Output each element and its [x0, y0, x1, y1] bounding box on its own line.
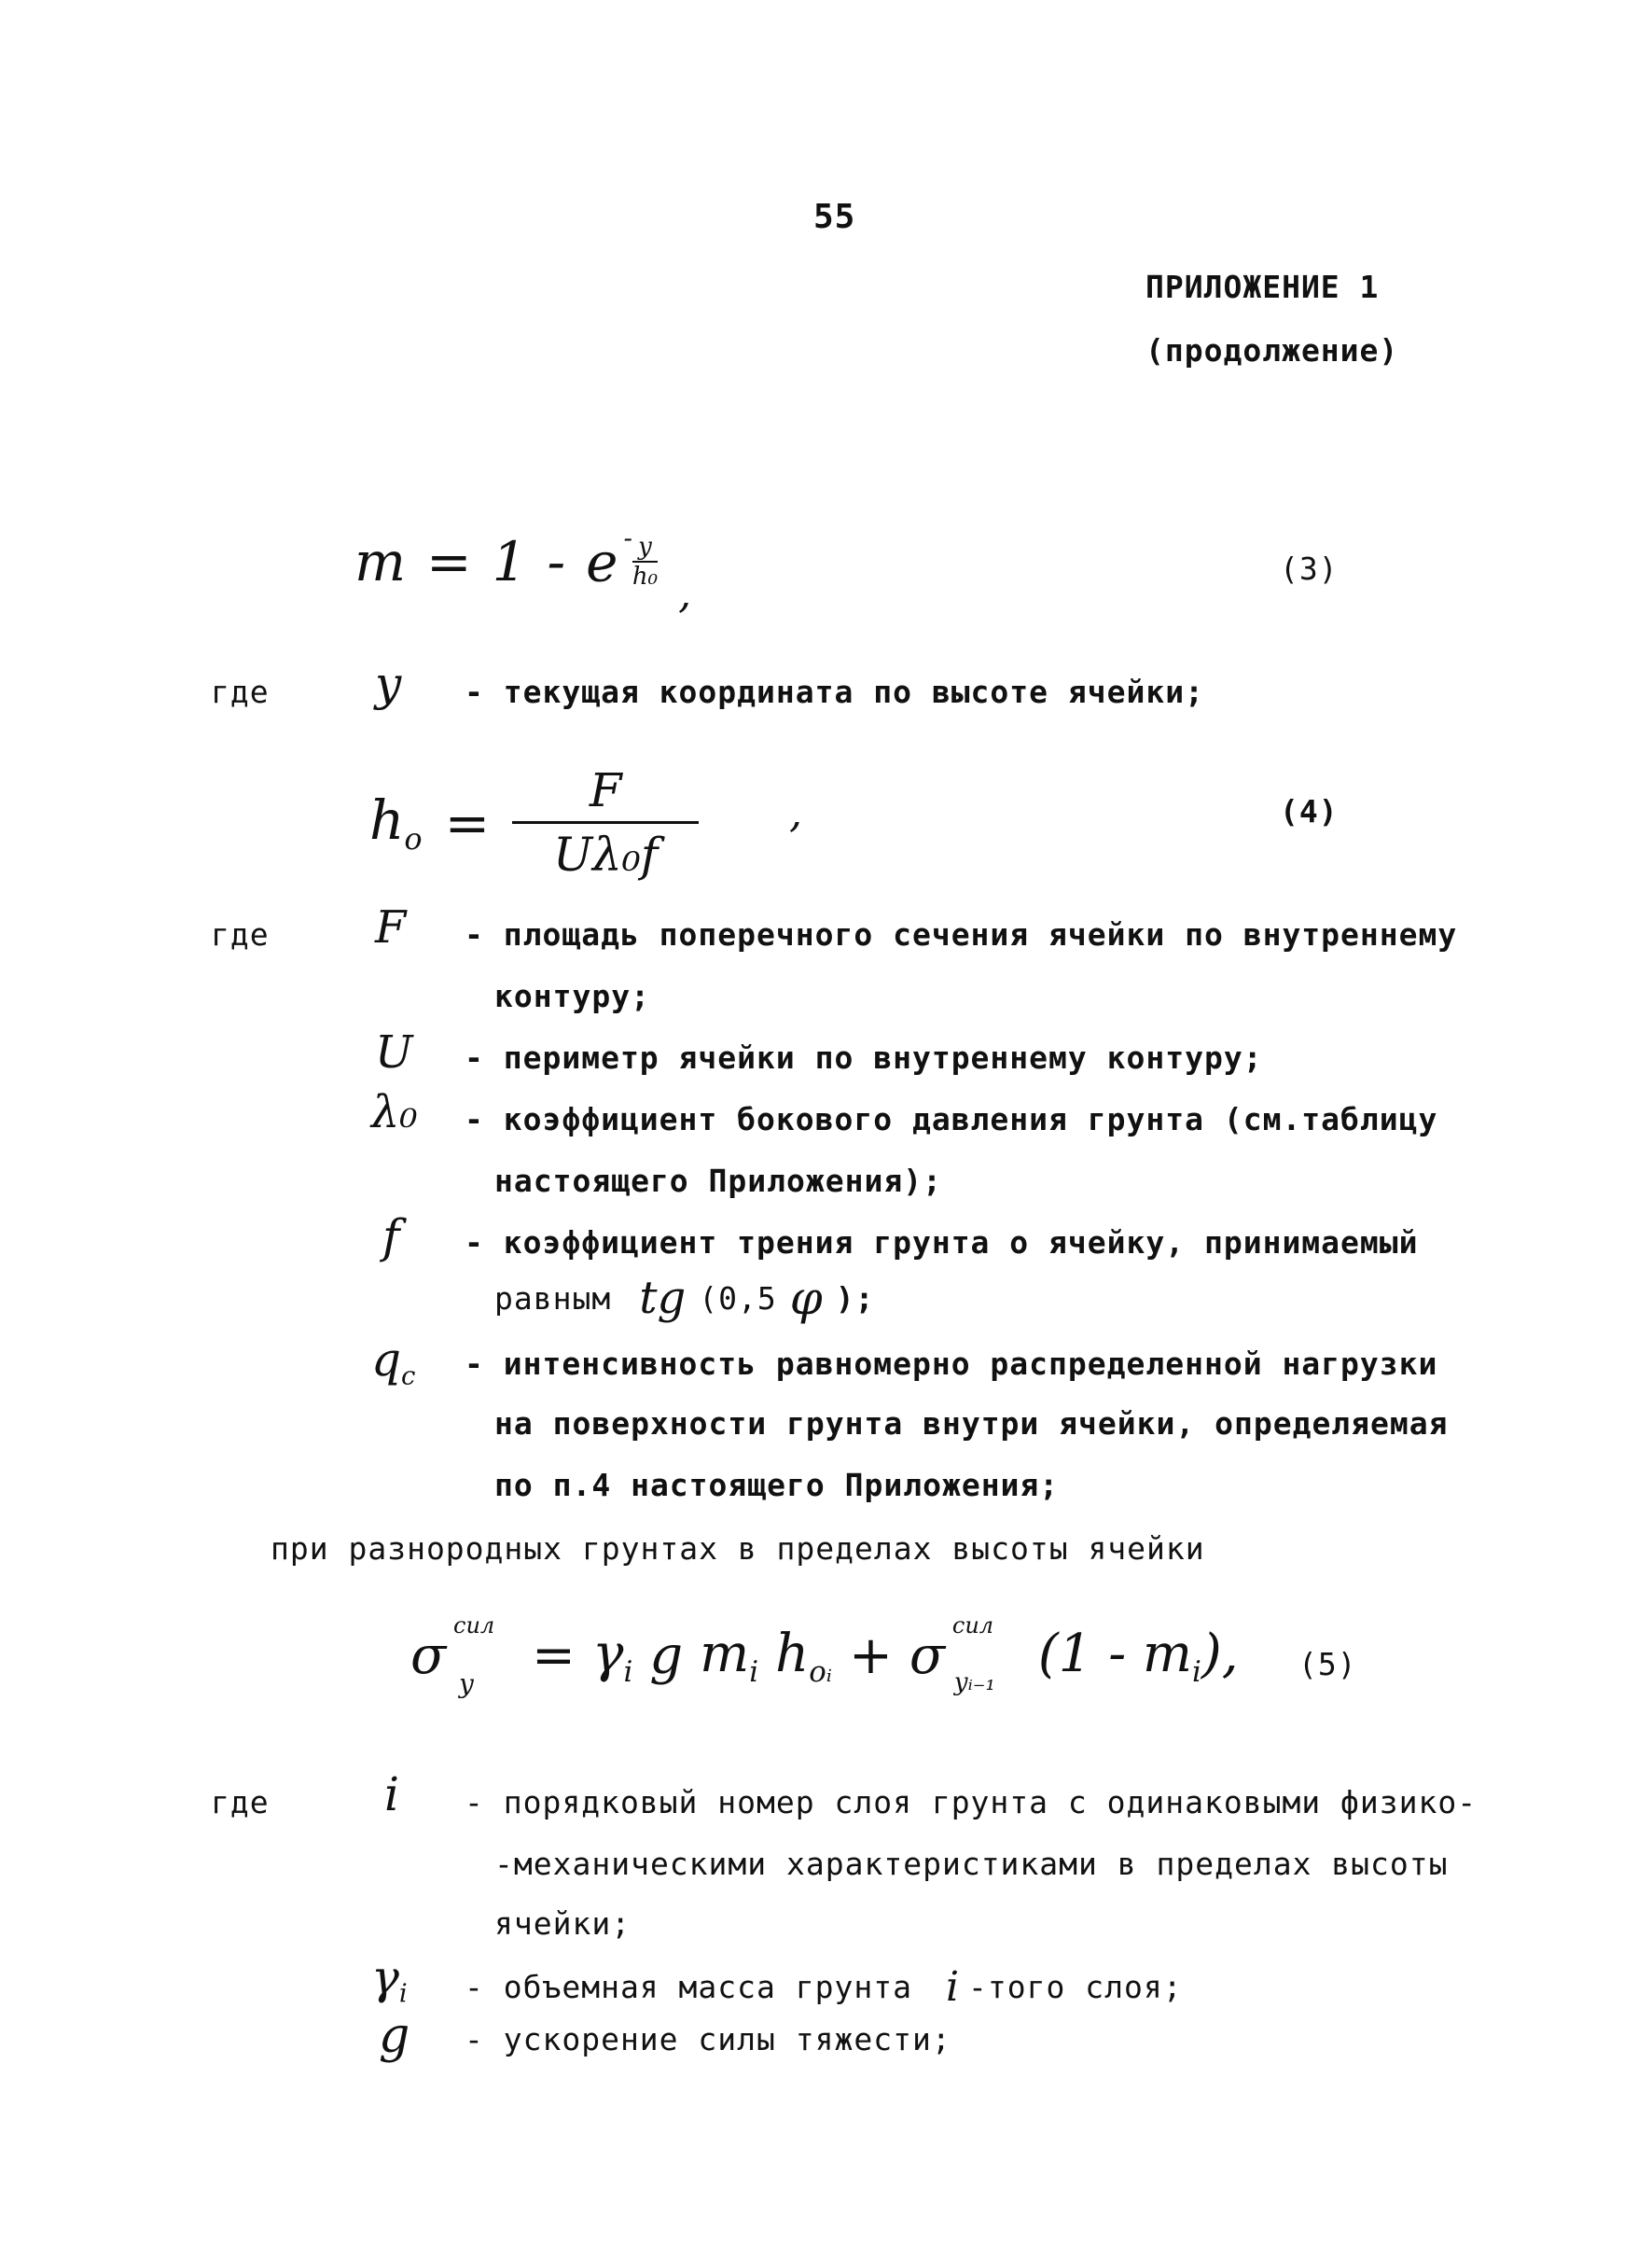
definition-i-line-2: -механическими характеристиками в пределах высоты: [494, 1846, 1449, 1882]
definition-i-line-3: ячейки;: [494, 1905, 632, 1942]
definition-gamma: [465, 1963, 1183, 2011]
symbol-f: f: [382, 1209, 400, 1263]
formula-3-one: 1: [492, 530, 527, 594]
symbol-lambda0: λ₀: [371, 1086, 418, 1138]
symbol-qc: $q_c$: [371, 1332, 416, 1391]
definition-gamma-b: -того слоя;: [968, 1969, 1183, 2005]
appendix-continuation: (продолжение): [1145, 332, 1399, 369]
symbol-F: F: [375, 901, 407, 954]
formula-4-numerator: F: [589, 763, 622, 817]
formula-5-h: $h_{oᵢ}$: [775, 1624, 832, 1689]
formula-3-exp: [586, 523, 658, 593]
formula-3-base: e: [586, 530, 618, 594]
appendix-title: ПРИЛОЖЕНИЕ 1: [1145, 269, 1380, 305]
formula-5-eq: =: [532, 1625, 576, 1687]
friction-open: (0,5: [699, 1279, 777, 1317]
where-label-2: где: [211, 916, 270, 953]
formula-3-exp-sign: -: [623, 523, 632, 553]
symbol-U: U: [375, 1026, 413, 1079]
formula-4-comma: ,: [789, 789, 802, 837]
formula-5-number: (5): [1298, 1646, 1357, 1682]
definition-F-line-2: контуру;: [494, 978, 650, 1014]
friction-prefix: равным: [494, 1279, 612, 1317]
formula-3-exp-den: h₀: [632, 562, 659, 591]
fraction-bar: [512, 821, 699, 824]
definition-y: - текущая координата по высоте ячейки;: [465, 674, 1204, 710]
inline-i-symbol: i: [945, 1963, 960, 2011]
formula-3-eq: =: [426, 530, 472, 594]
definition-gamma-a: - объемная масса грунта: [465, 1969, 912, 2005]
hetero-soils-text: при разнородных грунтах в пределах высоты ячейки: [271, 1530, 1205, 1567]
where-label-1: где: [211, 674, 270, 710]
definition-lambda0-line-1: - коэффициент бокового давления грунта (см.таблицу: [465, 1101, 1438, 1137]
definition-f-line-1: - коэффициент трения грунта о ячейку, принимаемый: [465, 1224, 1419, 1261]
formula-3-exp-num: y: [638, 532, 652, 561]
formula-5-g: g: [649, 1625, 684, 1687]
definition-lambda0-line-2: настоящего Приложения);: [494, 1163, 942, 1199]
formula-4: [369, 763, 699, 882]
formula-5: [410, 1612, 1239, 1700]
formula-4-number: (4): [1280, 793, 1339, 830]
symbol-i: i: [384, 1767, 399, 1821]
formula-3: [354, 523, 692, 619]
formula-4-eq: =: [444, 790, 491, 855]
symbol-g: g: [379, 2008, 410, 2064]
definition-U: - периметр ячейки по внутреннему контуру;: [465, 1039, 1263, 1076]
definition-F-line-1: - площадь поперечного сечения ячейки по внутреннему: [465, 916, 1458, 953]
phi-symbol: φ: [789, 1271, 823, 1325]
formula-5-plus: +: [848, 1625, 893, 1687]
definition-qc-line-3: по п.4 настоящего Приложения;: [494, 1467, 1060, 1503]
formula-3-minus: -: [547, 530, 566, 594]
formula-5-sigma-prev: σ сил yᵢ₋₁: [909, 1612, 995, 1697]
formula-5-m: $m_i$: [700, 1624, 759, 1689]
definition-qc-line-1: - интенсивность равномерно распределенной нагрузки: [465, 1346, 1438, 1382]
formula-5-gamma: $\gamma_i$: [591, 1624, 633, 1689]
definition-g: - ускорение силы тяжести;: [465, 2021, 951, 2057]
definition-qc-line-2: на поверхности грунта внутри ячейки, определяемая: [494, 1405, 1449, 1442]
formula-3-number: (3): [1280, 551, 1339, 587]
formula-4-fraction: [512, 763, 699, 882]
symbol-y: y: [375, 657, 402, 711]
formula-4-lhs: $h_o$: [369, 788, 423, 858]
formula-5-lhs: σ сил y: [410, 1612, 495, 1700]
formula-3-comma: ,: [678, 570, 692, 619]
formula-3-lhs: m: [354, 530, 406, 594]
formula-5-paren: $(1 - m_i)$,: [1037, 1624, 1239, 1689]
definition-f-line-2: [494, 1271, 874, 1325]
friction-close: );: [835, 1279, 875, 1317]
formula-4-denominator: Uλ₀f: [552, 828, 659, 882]
definition-i-line-1: - порядковый номер слоя грунта с одинаковыми физико-: [465, 1784, 1478, 1820]
where-label-3: где: [211, 1784, 270, 1820]
formula-3-exponent-fraction: [632, 532, 659, 591]
page-number: 55: [813, 198, 856, 236]
symbol-gamma-i: $\gamma_i$: [371, 1950, 408, 2009]
tg-function: tg: [639, 1272, 687, 1324]
